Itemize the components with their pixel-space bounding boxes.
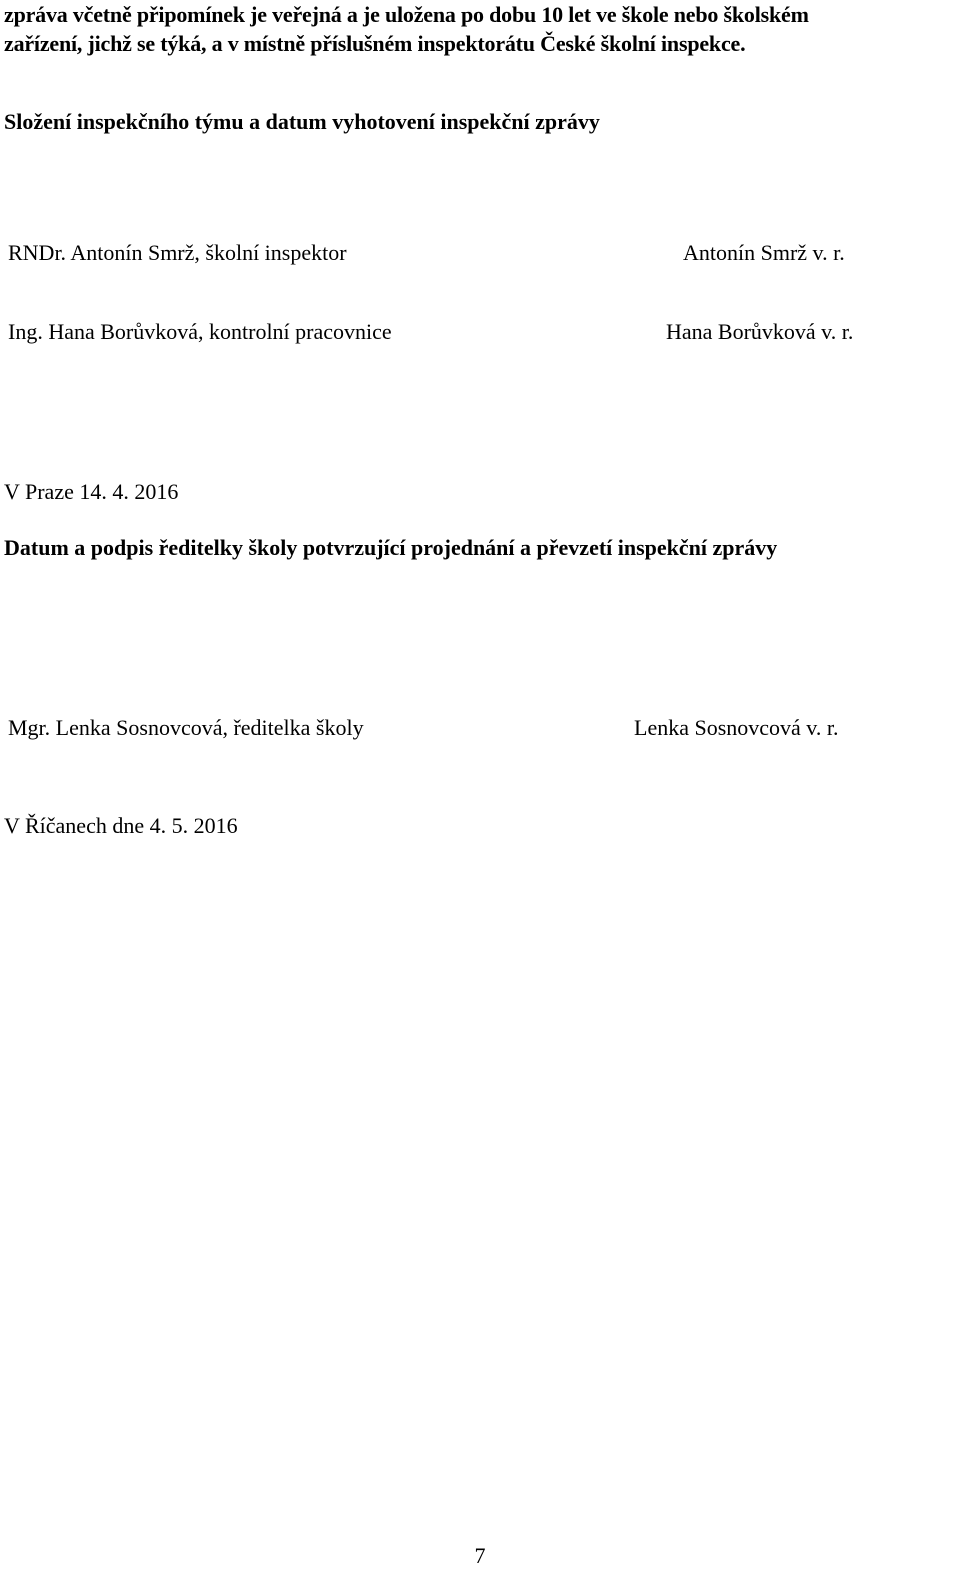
team-member-name-role: RNDr. Antonín Smrž, školní inspektor <box>8 240 347 265</box>
director-signature: Lenka Sosnovcová v. r. <box>634 715 839 740</box>
report-place-date: V Praze 14. 4. 2016 <box>4 479 179 504</box>
director-name-role: Mgr. Lenka Sosnovcová, ředitelka školy <box>8 715 364 740</box>
team-member-signature: Hana Borůvková v. r. <box>666 319 854 344</box>
intro-line-1: zpráva včetně připomínek je veřejná a je uložena po dobu 10 let ve škole nebo školském <box>4 2 809 27</box>
director-heading: Datum a podpis ředitelky školy potvrzující projednání a převzetí inspekční zprávy <box>4 535 778 560</box>
page-number: 7 <box>474 1543 486 1568</box>
team-heading: Složení inspekčního týmu a datum vyhotovení inspekční zprávy <box>4 109 600 134</box>
team-member-signature: Antonín Smrž v. r. <box>683 240 845 265</box>
team-member-name-role: Ing. Hana Borůvková, kontrolní pracovnice <box>8 319 392 344</box>
intro-line-2: zařízení, jichž se týká, a v místně příslušném inspektorátu České školní inspekce. <box>4 31 746 56</box>
director-place-date: V Říčanech dne 4. 5. 2016 <box>4 813 238 838</box>
